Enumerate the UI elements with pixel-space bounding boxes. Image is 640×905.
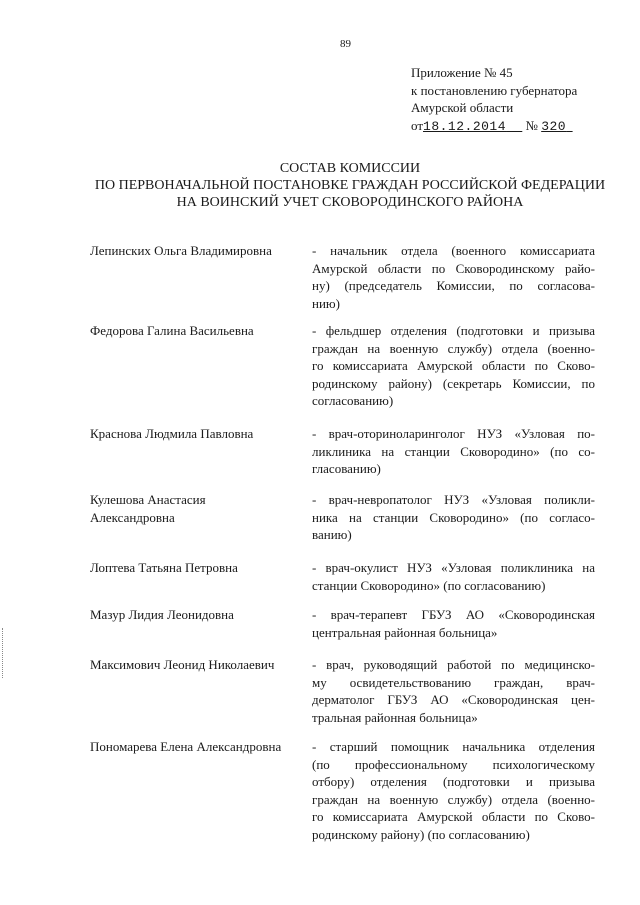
- annex-region: Амурской области: [411, 100, 514, 115]
- annex-title: Приложение № 45: [411, 65, 513, 80]
- member-name: [90, 656, 312, 726]
- member-name-line: Федорова Галина Васильевна: [90, 323, 254, 338]
- title-line-2: ПО ПЕРВОНАЧАЛЬНОЙ ПОСТАНОВКЕ ГРАЖДАН РОССИЙСКОЙ ФЕДЕРАЦИИ: [94, 178, 606, 193]
- member-name-line: Александровна: [90, 509, 175, 525]
- member-role-line: тральная районная больница»: [312, 709, 478, 725]
- member-role-line: го комиссариата Амурской области по Сково-: [312, 809, 595, 824]
- member-role-line: - старший помощник начальника отделения: [312, 739, 595, 754]
- member-role-line: - врач-невропатолог НУЗ «Узловая поликли-: [312, 492, 595, 507]
- member-row: [90, 491, 595, 544]
- member-name-line: Лепинских Ольга Владимировна: [90, 243, 272, 258]
- member-name: [90, 559, 312, 594]
- date-prefix: от: [411, 117, 424, 133]
- member-name: [90, 425, 312, 478]
- member-role-line: - врач-оториноларинголог НУЗ «Узловая по-: [312, 426, 595, 441]
- member-role: [312, 491, 595, 544]
- member-role-line: нию): [312, 295, 340, 311]
- member-name-line: Лоптева Татьяна Петровна: [90, 560, 238, 575]
- member-role: [312, 738, 595, 843]
- member-role-line: - начальник отдела (военного комиссариата: [312, 243, 595, 258]
- member-role-line: граждан на военную службу) отдела (военно-: [312, 340, 595, 356]
- member-role: [312, 656, 595, 726]
- member-role-line: - фельдшер отделения (подготовки и призыва: [312, 323, 595, 338]
- page-number: 89: [340, 38, 351, 50]
- member-name: [90, 606, 312, 641]
- member-name: [90, 491, 312, 544]
- member-role-line: станции Сковородино» (по согласованию): [312, 577, 546, 593]
- annex-block: [411, 64, 577, 135]
- member-row: [90, 656, 595, 726]
- member-role-line: центральная районная больница»: [312, 624, 498, 640]
- member-name-line: Краснова Людмила Павловна: [90, 426, 254, 441]
- member-name-line: Максимович Леонид Николаевич: [90, 657, 275, 672]
- member-role-line: (по профессиональному психологическому: [312, 756, 595, 772]
- annex-date-number: [411, 117, 577, 136]
- member-role-line: Амурской области по Сковородинскому райо-: [312, 260, 595, 276]
- member-role: [312, 606, 595, 641]
- number-prefix: №: [525, 117, 538, 133]
- annex-date: 18.12.2014: [423, 118, 507, 134]
- member-name-line: Кулешова Анастасия: [90, 492, 206, 507]
- member-role-line: - врач, руководящий работой по медицинско-: [312, 657, 595, 672]
- member-role: [312, 322, 595, 410]
- member-role: [312, 425, 595, 478]
- member-role-line: му освидетельствованию граждан, врач-: [312, 674, 595, 690]
- member-role-line: родинскому району) (секретарь Комиссии, по: [312, 375, 595, 391]
- member-role-line: родинскому району) (по согласованию): [312, 826, 530, 842]
- member-row: [90, 242, 595, 312]
- member-role-line: гласованию): [312, 461, 381, 476]
- member-role-line: ника на станции Сковородино» (по согласо-: [312, 509, 595, 525]
- member-name: [90, 738, 312, 843]
- title-line-1: СОСТАВ КОМИССИИ: [279, 161, 421, 176]
- document-title: [0, 160, 640, 211]
- member-role-line: го комиссариата Амурской области по Сково-: [312, 358, 595, 373]
- member-role-line: - врач-терапевт ГБУЗ АО «Сковородинская: [312, 607, 595, 622]
- member-row: [90, 425, 595, 478]
- member-role-line: ну) (председатель Комиссии, по согласова-: [312, 278, 595, 293]
- member-row: [90, 559, 595, 594]
- member-row: [90, 606, 595, 641]
- member-role: [312, 559, 595, 594]
- member-name-line: Мазур Лидия Леонидовна: [90, 607, 234, 622]
- member-name: [90, 242, 312, 312]
- member-name-line: Пономарева Елена Александровна: [90, 739, 282, 754]
- annex-number: 320: [541, 118, 567, 134]
- member-role-line: дерматолог ГБУЗ АО «Сковородинская цен-: [312, 692, 595, 707]
- member-role-line: - врач-окулист НУЗ «Узловая поликлиника на: [312, 560, 595, 575]
- member-role-line: отбору) отделения (подготовки и призыва: [312, 774, 595, 789]
- member-role-line: ванию): [312, 527, 352, 542]
- annex-decree: к постановлению губернатора: [411, 82, 578, 98]
- title-line-3: НА ВОИНСКИЙ УЧЕТ СКОВОРОДИНСКОГО РАЙОНА: [176, 195, 524, 210]
- member-row: [90, 738, 595, 843]
- member-role: [312, 242, 595, 312]
- scan-margin-mark: [2, 628, 5, 678]
- member-name: [90, 322, 312, 410]
- member-role-line: согласованию): [312, 393, 394, 408]
- member-row: [90, 322, 595, 410]
- member-role-line: ликлиника на станции Сковородино» (по со-: [312, 443, 595, 459]
- member-role-line: граждан на военную службу) отдела (военно-: [312, 791, 595, 807]
